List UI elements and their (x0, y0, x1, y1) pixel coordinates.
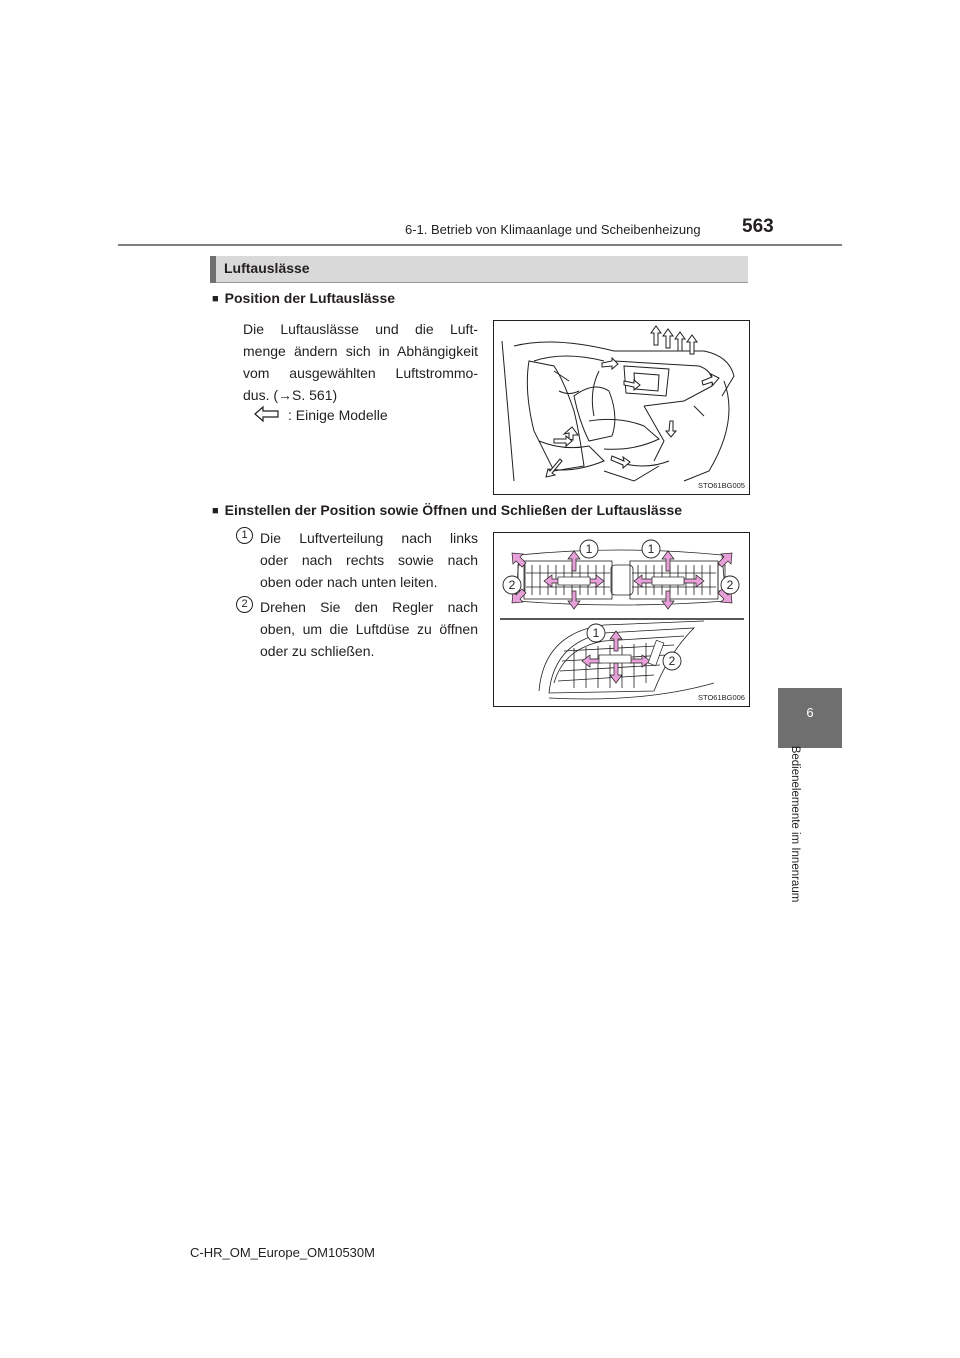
legend-text: : Einige Modelle (288, 407, 388, 423)
chapter-number: 6 (806, 705, 814, 720)
adjust-arrows (512, 551, 732, 609)
figure-code: STO61BG006 (698, 693, 745, 702)
step-1-line-3: oben oder nach unten leiten. (260, 574, 438, 590)
footer-document-code: C-HR_OM_Europe_OM10530M (190, 1245, 375, 1260)
header-section-title: 6-1. Betrieb von Klimaanlage und Scheibenheizung (405, 222, 701, 237)
defroster-arrow-icon (651, 326, 661, 345)
adjust-heading: ■ Einstellen der Position sowie Öffnen und Schließen der Luftauslässe (212, 502, 682, 518)
car-interior-illustration (494, 321, 749, 494)
defroster-arrow-icon (663, 329, 673, 348)
step-1-marker: 1 (236, 527, 253, 544)
callout-2-left: 2 (508, 578, 516, 592)
floor-arrow-icon (666, 421, 676, 437)
position-line-4: dus. (→S. 561) (243, 387, 338, 403)
step-1-line-1: Die Luftverteilung nach links (260, 530, 478, 546)
figure-vents (493, 532, 750, 707)
step-2-line-1: Drehen Sie den Regler nach (260, 599, 478, 615)
callout-1-upper-right: 1 (647, 542, 655, 556)
vent-adjustment-illustration (494, 533, 749, 706)
callout-2-lower: 2 (668, 654, 676, 668)
section-title: Luftauslässe (224, 260, 310, 276)
rear-floor-arrow-icon (546, 459, 562, 477)
callout-1-upper-left: 1 (585, 542, 593, 556)
callout-2-right: 2 (726, 578, 734, 592)
step-2-line-2: oben, um die Luftdüse zu öffnen (260, 621, 478, 637)
position-line-2: menge ändern sich in Abhängigkeit (243, 343, 478, 359)
step-2-line-3: oder zu schließen. (260, 643, 375, 659)
chapter-title: Bedienelemente im Innenraum (789, 745, 801, 903)
center-vent-arrow-icon (602, 358, 618, 369)
header-rule (118, 244, 842, 246)
figure-interior (493, 320, 750, 495)
outlet-arrow-legend-icon (253, 404, 281, 424)
defroster-arrow-icon (675, 332, 685, 351)
floor-arrow-icon (611, 456, 630, 468)
center-vent-arrow-icon (624, 380, 640, 390)
position-line-3: vom ausgewählten Luftstrommo- (243, 365, 478, 381)
callout-1-lower: 1 (592, 626, 600, 640)
section-bar-accent (210, 256, 216, 283)
position-line-1: Die Luftauslässe und die Luft- (243, 321, 478, 337)
figure-code: STO61BG005 (698, 481, 745, 490)
step-2-marker: 2 (236, 596, 253, 613)
step-1-line-2: oder nach rechts sowie nach (260, 552, 478, 568)
page-number: 563 (742, 216, 774, 237)
position-heading: ■ Position der Luftauslässe (212, 290, 395, 306)
